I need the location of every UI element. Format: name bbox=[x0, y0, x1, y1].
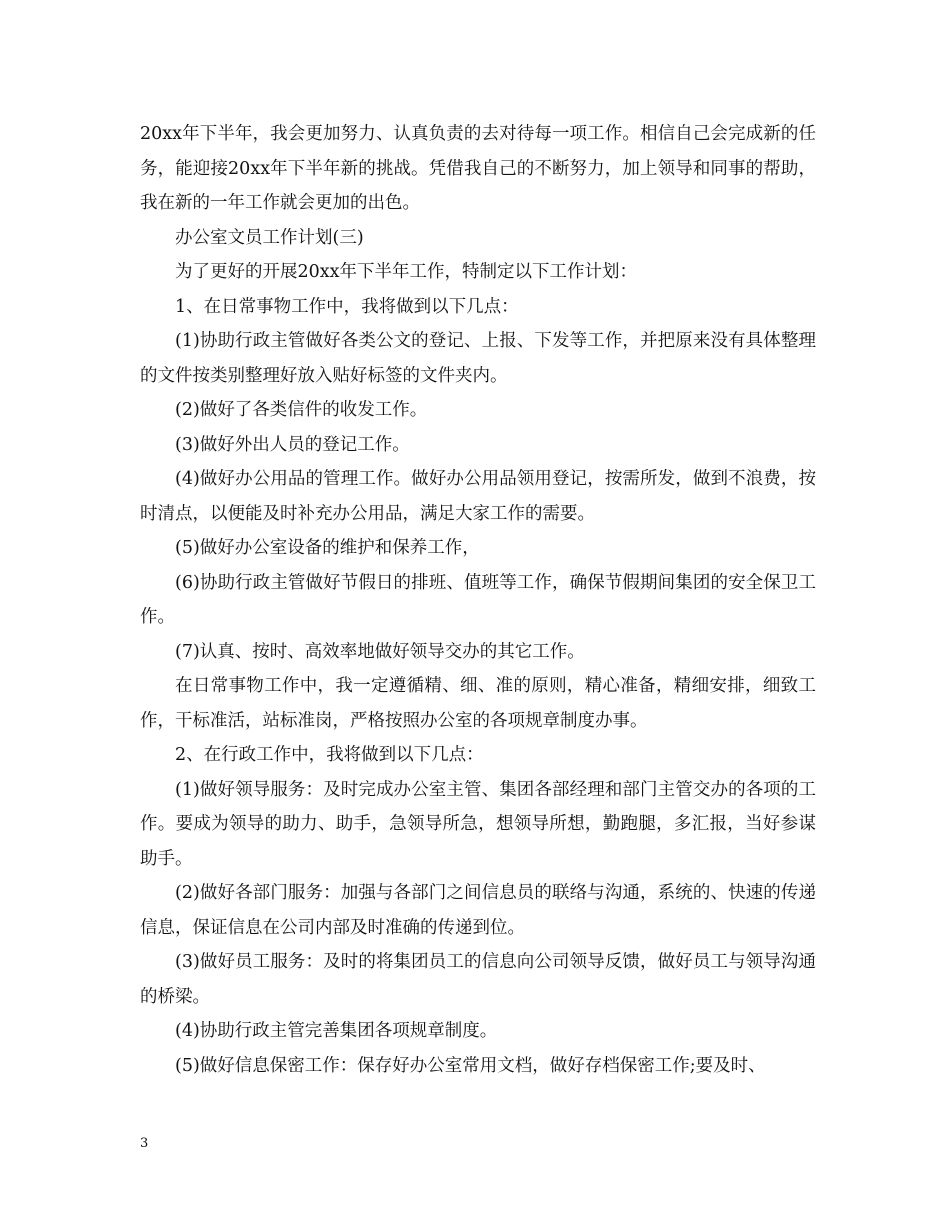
list-heading-daily-work: 1、在日常事物工作中，我将做到以下几点： bbox=[175, 296, 519, 317]
list-item: (3)做好员工服务：及时的将集团员工的信息向公司领导反馈，做好员工与领导沟通的桥梁。 bbox=[140, 952, 816, 1007]
document-body bbox=[140, 117, 816, 1083]
list-item: (7)认真、按时、高效率地做好领导交办的其它工作。 bbox=[175, 641, 585, 662]
list-item: (3)做好外出人员的登记工作。 bbox=[175, 434, 410, 455]
list-item: (5)做好信息保密工作：保存好办公室常用文档，做好存档保密工作;要及时、 bbox=[175, 1055, 766, 1076]
paragraph-intro: 20xx年下半年，我会更加努力、认真负责的去对待每一项工作。相信自己会完成新的任务，能迎接20xx年下半年新的挑战。凭借我自己的不断努力，加上领导和同事的帮助，我在新的一年工作就会更加的出色。 bbox=[140, 124, 816, 213]
list-item: (5)做好办公室设备的维护和保养工作， bbox=[175, 538, 480, 558]
list-item: (1)做好领导服务：及时完成办公室主管、集团各部经理和部门主管交办的各项的工作。要成为领导的助力、助手，急领导所急，想领导所想，勤跑腿，多汇报，当好参谋助手。 bbox=[140, 779, 816, 869]
list-heading-admin-work: 2、在行政工作中，我将做到以下几点： bbox=[175, 745, 484, 765]
paragraph-principles: 在日常事物工作中，我一定遵循精、细、准的原则，精心准备，精细安排，细致工作，干标准活，站标准岗，严格按照办公室的各项规章制度办事。 bbox=[140, 676, 816, 731]
page-number: 3 bbox=[140, 1136, 149, 1151]
paragraph-purpose: 为了更好的开展20xx年下半年工作，特制定以下工作计划： bbox=[175, 262, 638, 282]
list-item: (2)做好各部门服务：加强与各部门之间信息员的联络与沟通，系统的、快速的传递信息，保证信息在公司内部及时准确的传递到位。 bbox=[140, 883, 816, 938]
list-item: (4)做好办公用品的管理工作。做好办公用品领用登记，按需所发，做到不浪费，按时清点，以便能及时补充办公用品，满足大家工作的需要。 bbox=[140, 469, 816, 524]
list-item: (6)协助行政主管做好节假日的排班、值班等工作，确保节假期间集团的安全保卫工作。 bbox=[140, 572, 816, 627]
list-item: (1)协助行政主管做好各类公文的登记、上报、下发等工作，并把原来没有具体整理的文件按类别整理好放入贴好标签的文件夹内。 bbox=[140, 331, 816, 386]
list-item: (4)协助行政主管完善集团各项规章制度。 bbox=[175, 1021, 498, 1041]
list-item: (2)做好了各类信件的收发工作。 bbox=[175, 400, 428, 420]
section-heading: 办公室文员工作计划(三) bbox=[175, 227, 364, 248]
